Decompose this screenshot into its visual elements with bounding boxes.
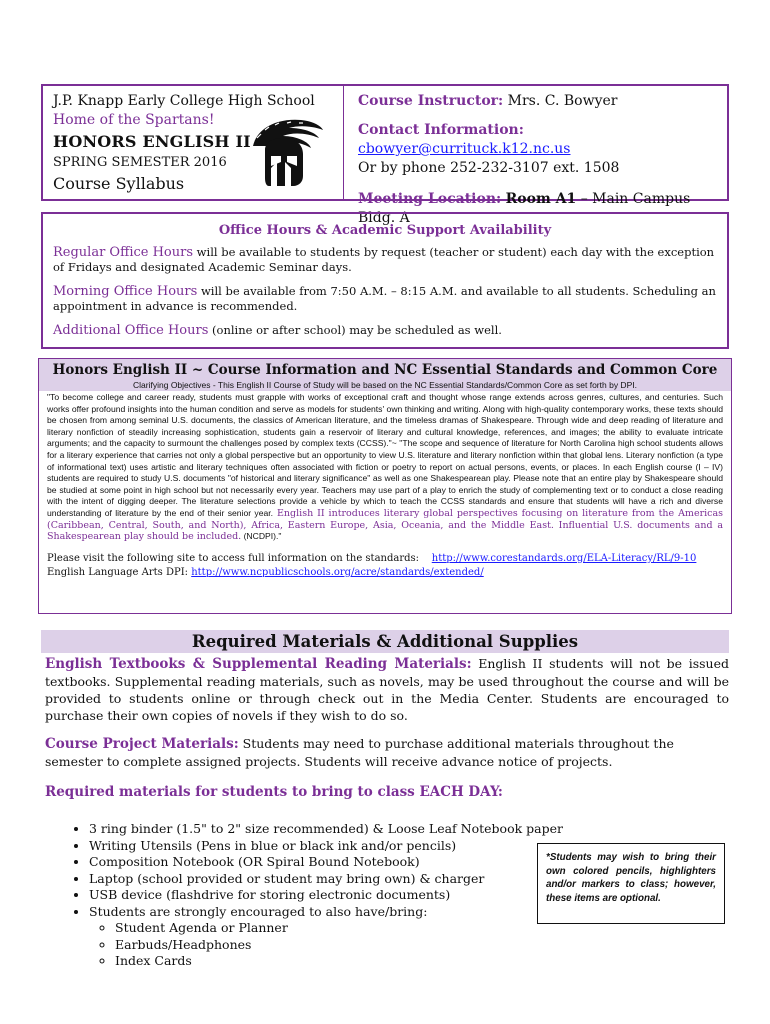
project-text: Students may need to purchase additional materials throughout the semester to complete assigned projects. Students will receive advance notice of projects. bbox=[45, 736, 674, 769]
school-name: J.P. Knapp Early College High School bbox=[53, 93, 315, 109]
global-perspectives-text: English II introduces literary global perspectives focusing on literature from the Americas (Caribbean, Central, South, and North), Africa, Eastern Europe, Asia, Oceania, and the Middle East. Influential U.S. documents and a Shakespearean play should be included. bbox=[47, 507, 724, 543]
morning-text: will be available from 7:50 A.M. – 8:15 A.M. and available to all students. Scheduling an appointment in advance is recommended. bbox=[53, 284, 716, 313]
sub-list-item: ◦ Earbuds/Headphones bbox=[115, 937, 729, 954]
additional-text: (online or after school) may be scheduled as well. bbox=[208, 323, 502, 337]
regular-text: will be available to students by request (teacher or student) each day with the exception of Fridays and designated Academic Seminar days. bbox=[53, 245, 715, 274]
instructor-name: Mrs. C. Bowyer bbox=[507, 93, 618, 109]
standards-quote bbox=[47, 392, 723, 543]
encouraged-label: Students are strongly encouraged to also have/bring: bbox=[89, 903, 428, 919]
regular-office-hours bbox=[53, 245, 717, 275]
instructor-info bbox=[358, 92, 728, 228]
regular-label: Regular Office Hours bbox=[53, 245, 194, 260]
textbooks-text: English II students will not be issued textbooks. Supplemental reading materials, such as novels, may be used throughout the course and will be provided to students online or through check out in the Media Center. Students are encouraged to purchase their own copies of novels if they wish to do so. bbox=[45, 656, 730, 723]
contact-phone: Or by phone 252-232-3107 ext. 1508 bbox=[358, 160, 620, 176]
list-item: • Laptop (school provided or student may bring own) & charger bbox=[89, 871, 729, 888]
textbooks-paragraph bbox=[45, 655, 729, 724]
meeting-location: – Main Campus Bldg. A bbox=[358, 191, 691, 226]
clarifying-objectives: Clarifying Objectives - This English II Course of Study will be based on the NC Essential Standards/Common Core as set forth by DPI. bbox=[39, 380, 731, 391]
additional-label: Additional Office Hours bbox=[53, 323, 209, 338]
sub-list-item: ◦ Index Cards bbox=[115, 953, 729, 970]
visit-text: Please visit the following site to access full information on the standards: bbox=[47, 552, 420, 564]
morning-office-hours bbox=[53, 284, 717, 314]
quote-text: "To become college and career ready, students must grapple with works of exceptional craft and thought whose range extends across genres, cultures, and centuries. Such works offer profound insights into the human condition and serve as models for students' own thinking and writing. Along with high-quality contemporary works, these texts should be chosen from among seminal U.S. documents, the classics of American literature, and the timeless dramas of Shakespeare. Through wide and deep reading of literature and literary nonfiction of steadily increasing sophistication, students gain a reservoir of literary and cultural knowledge, references, and images; the ability to evaluate intricate arguments; and the capacity to surmount the challenges posed by complex texts (CCSS)."~ "The scope and sequence of literature for North Carolina high school students allows for a literary experience that carries not only a global perspective but an opportunity to view U.S. literature and literary nonfiction within that global lens. Literary nonfiction (a type of informational text) uses artistic and literary techniques often associated with fiction or poetry to report on actual persons, events, or places. In each English course (I – IV) students are required to study U.S. documents "of historical and literary significance" as well as one Shakespearean play. Please note that an entire play by Shakespeare should be studied at some point in high school but not necessarily every year. Teachers may use part of a play to enrich the study of complementing text or to conduct a close reading with the intent of digging deeper. The literature selections provide a vehicle by which to teach the CCSS standards and ensure that students will have a rich and diverse understanding of literature by the end of their senior year. bbox=[47, 392, 723, 518]
morning-label: Morning Office Hours bbox=[53, 284, 198, 299]
encouraged-sublist bbox=[89, 920, 729, 970]
dpi-row bbox=[47, 566, 723, 580]
header-divider bbox=[343, 86, 344, 199]
sub-list-item: ◦ Student Agenda or Planner bbox=[115, 920, 729, 937]
contact-row bbox=[358, 121, 728, 159]
document-type: Course Syllabus bbox=[53, 174, 185, 193]
office-hours-section bbox=[41, 212, 729, 349]
project-label: Course Project Materials: bbox=[45, 736, 239, 752]
spartan-helmet-icon bbox=[243, 116, 325, 188]
list-item: • USB device (flashdrive for storing electronic documents) bbox=[89, 887, 729, 904]
course-info-title: Honors English II ~ Course Information and NC Essential Standards and Common Core bbox=[39, 359, 731, 380]
required-materials-heading: Required materials for students to bring to class EACH DAY: bbox=[45, 784, 503, 800]
course-info-section bbox=[38, 358, 732, 614]
instructor-label: Course Instructor: bbox=[358, 93, 504, 109]
semester: SPRING SEMESTER 2016 bbox=[53, 155, 227, 170]
list-item: • 3 ring binder (1.5" to 2" size recommended) & Loose Leaf Notebook paper bbox=[89, 821, 729, 838]
list-item: • Writing Utensils (Pens in blue or black ink and/or pencils) bbox=[89, 838, 729, 855]
meeting-room: Room A1 bbox=[505, 191, 577, 207]
instructor-row bbox=[358, 92, 728, 111]
textbooks-label: English Textbooks & Supplemental Reading Materials: bbox=[45, 656, 472, 672]
meeting-label: Meeting Location: bbox=[358, 191, 502, 207]
corestandards-link[interactable]: http://www.corestandards.org/ELA-Literacy/RL/9-10 bbox=[431, 552, 697, 564]
project-materials-paragraph bbox=[45, 735, 729, 770]
school-tagline: Home of the Spartans! bbox=[53, 112, 215, 128]
dpi-label: English Language Arts DPI: bbox=[47, 566, 192, 578]
course-name: HONORS ENGLISH II bbox=[53, 132, 251, 151]
contact-label: Contact Information: bbox=[358, 122, 524, 138]
list-item: • Composition Notebook (OR Spiral Bound Notebook) bbox=[89, 854, 729, 871]
contact-email-link[interactable]: cbowyer@currituck.k12.nc.us bbox=[358, 141, 571, 157]
visit-row bbox=[47, 552, 723, 566]
additional-office-hours bbox=[53, 323, 717, 338]
office-hours-title: Office Hours & Academic Support Availability bbox=[218, 223, 552, 238]
standards-links bbox=[47, 552, 723, 580]
ncdpi-citation: (NCDPI)." bbox=[241, 531, 282, 542]
syllabus-header bbox=[41, 84, 729, 226]
ncdpi-link[interactable]: http://www.ncpublicschools.org/acre/standards/extended/ bbox=[191, 566, 484, 578]
materials-title: Required Materials & Additional Supplies bbox=[41, 630, 729, 653]
optional-supplies-note: *Students may wish to bring their own colored pencils, highlighters and/or markers to class; however, these items are optional. bbox=[537, 843, 725, 924]
